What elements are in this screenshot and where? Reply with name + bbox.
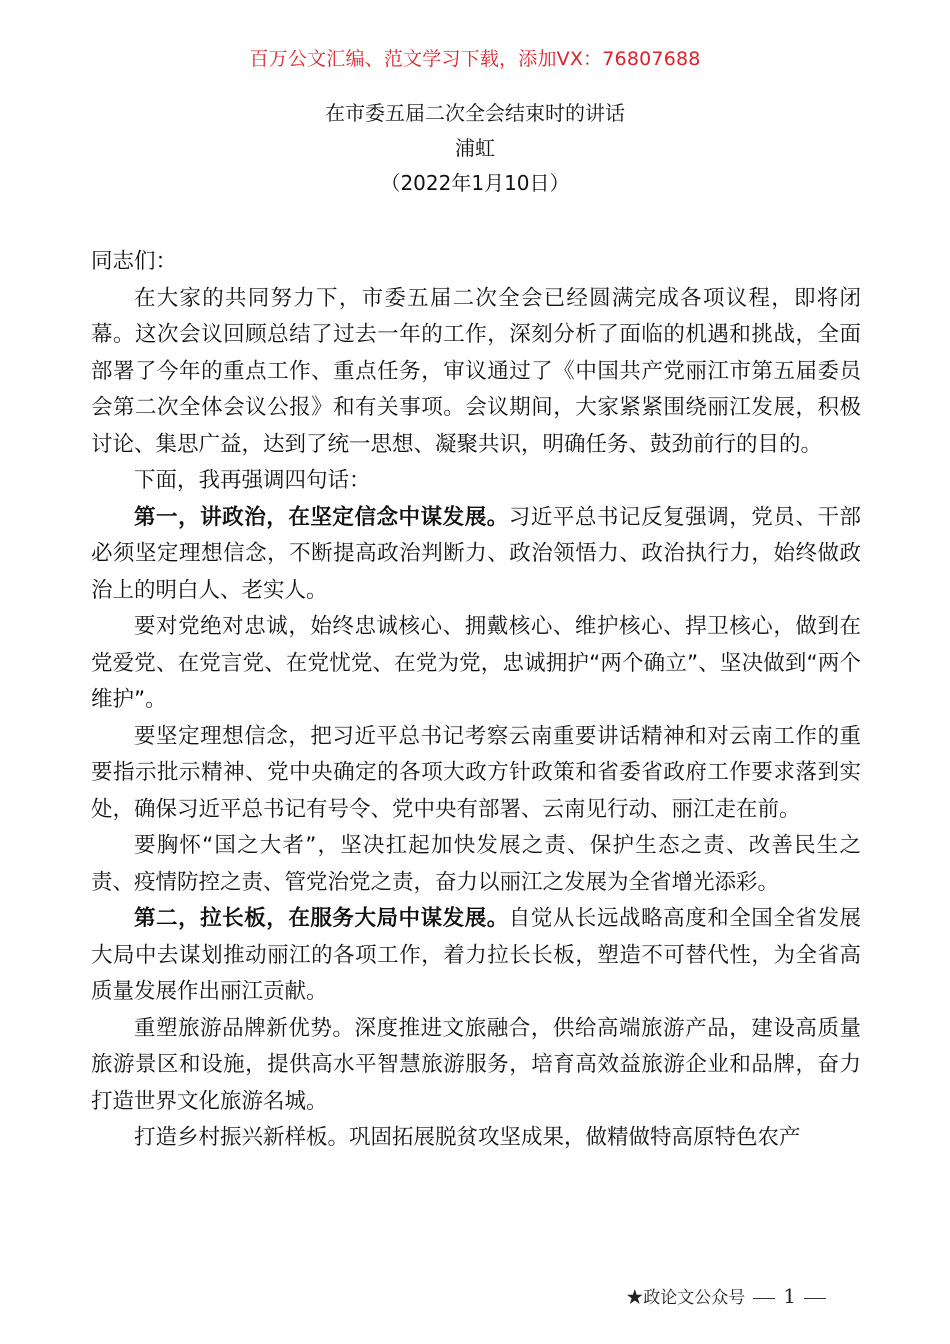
page-number: 1 xyxy=(783,1284,796,1308)
paragraph-text: 要胸怀“国之大者”，坚决扛起加快发展之责、保护生态之责、改善民生之责、疫情防控之责、管党治党之责，奋力以丽江之发展为全省增光添彩。 xyxy=(91,833,861,895)
footer-dash-right xyxy=(804,1298,826,1299)
speech-body xyxy=(91,244,861,1157)
title-block xyxy=(0,96,950,201)
paragraph xyxy=(91,719,861,829)
speech-title: 在市委五届二次全会结束时的讲话 xyxy=(325,101,625,125)
section-heading: 第一，讲政治，在坚定信念中谋发展。 xyxy=(134,504,509,530)
footer-dash-left xyxy=(753,1298,775,1299)
paragraph-text: 下面，我再强调四句话： xyxy=(134,468,371,493)
footer-label: ★政论文公众号 xyxy=(626,1288,746,1308)
header-banner: 百万公文汇编、范文学习下载，添加VX：76807688 xyxy=(249,48,701,70)
paragraph xyxy=(91,1120,861,1157)
paragraph-text: 习近平总书记反复强调，党员、干部必须坚定理想信念，不断提高政治判断力、政治领悟力、政治执行力，始终做政治上的明白人、老实人。 xyxy=(91,504,861,603)
paragraph-text: 要对党绝对忠诚，始终忠诚核心、拥戴核心、维护核心、捍卫核心，做到在党爱党、在党言党、在党忧党、在党为党，忠诚拥护“两个确立”、坚决做到“两个维护”。 xyxy=(91,614,861,712)
salutation: 同志们： xyxy=(91,249,178,274)
paragraph-text: 要坚定理想信念，把习近平总书记考察云南重要讲话精神和对云南工作的重要指示批示精神、党中央确定的各项大政方针政策和省委省政府工作要求落到实处，确保习近平总书记有号令、党中央有部署、云南见行动、丽江走在前。 xyxy=(91,723,861,822)
paragraph-text: 打造乡村振兴新样板。巩固拓展脱贫攻坚成果，做精做特高原特色农产 xyxy=(134,1125,801,1150)
speech-date: （2022年1月10日） xyxy=(380,171,570,195)
paragraph xyxy=(91,463,861,500)
paragraph xyxy=(91,901,861,1011)
paragraph xyxy=(91,1011,861,1121)
section-heading: 第二，拉长板，在服务大局中谋发展。 xyxy=(134,906,509,931)
paragraph-text: 自觉从长远战略高度和全国全省发展大局中去谋划推动丽江的各项工作，着力拉长长板，塑造不可替代性，为全省高质量发展作出丽江贡献。 xyxy=(91,906,861,1004)
page-footer xyxy=(626,1283,834,1308)
paragraph xyxy=(91,281,861,464)
paragraph-text: 重塑旅游品牌新优势。深度推进文旅融合，供给高端旅游产品，建设高质量旅游景区和设施，提供高水平智慧旅游服务，培育高效益旅游企业和品牌，奋力打造世界文化旅游名城。 xyxy=(91,1015,861,1114)
speech-author: 浦虹 xyxy=(455,136,495,160)
paragraph-text: 在大家的共同努力下，市委五届二次全会已经圆满完成各项议程，即将闭幕。这次会议回顾总结了过去一年的工作，深刻分析了面临的机遇和挑战，全面部署了今年的重点工作、重点任务，审议通过了《中国共产党丽江市第五届委员会第二次全体会议公报》和有关事项。会议期间，大家紧紧围绕丽江发展，积极讨论、集思广益，达到了统一思想、凝聚共识，明确任务、鼓劲前行的目的。 xyxy=(91,285,861,457)
paragraph xyxy=(91,609,861,719)
paragraph xyxy=(91,828,861,901)
paragraph xyxy=(91,500,861,610)
